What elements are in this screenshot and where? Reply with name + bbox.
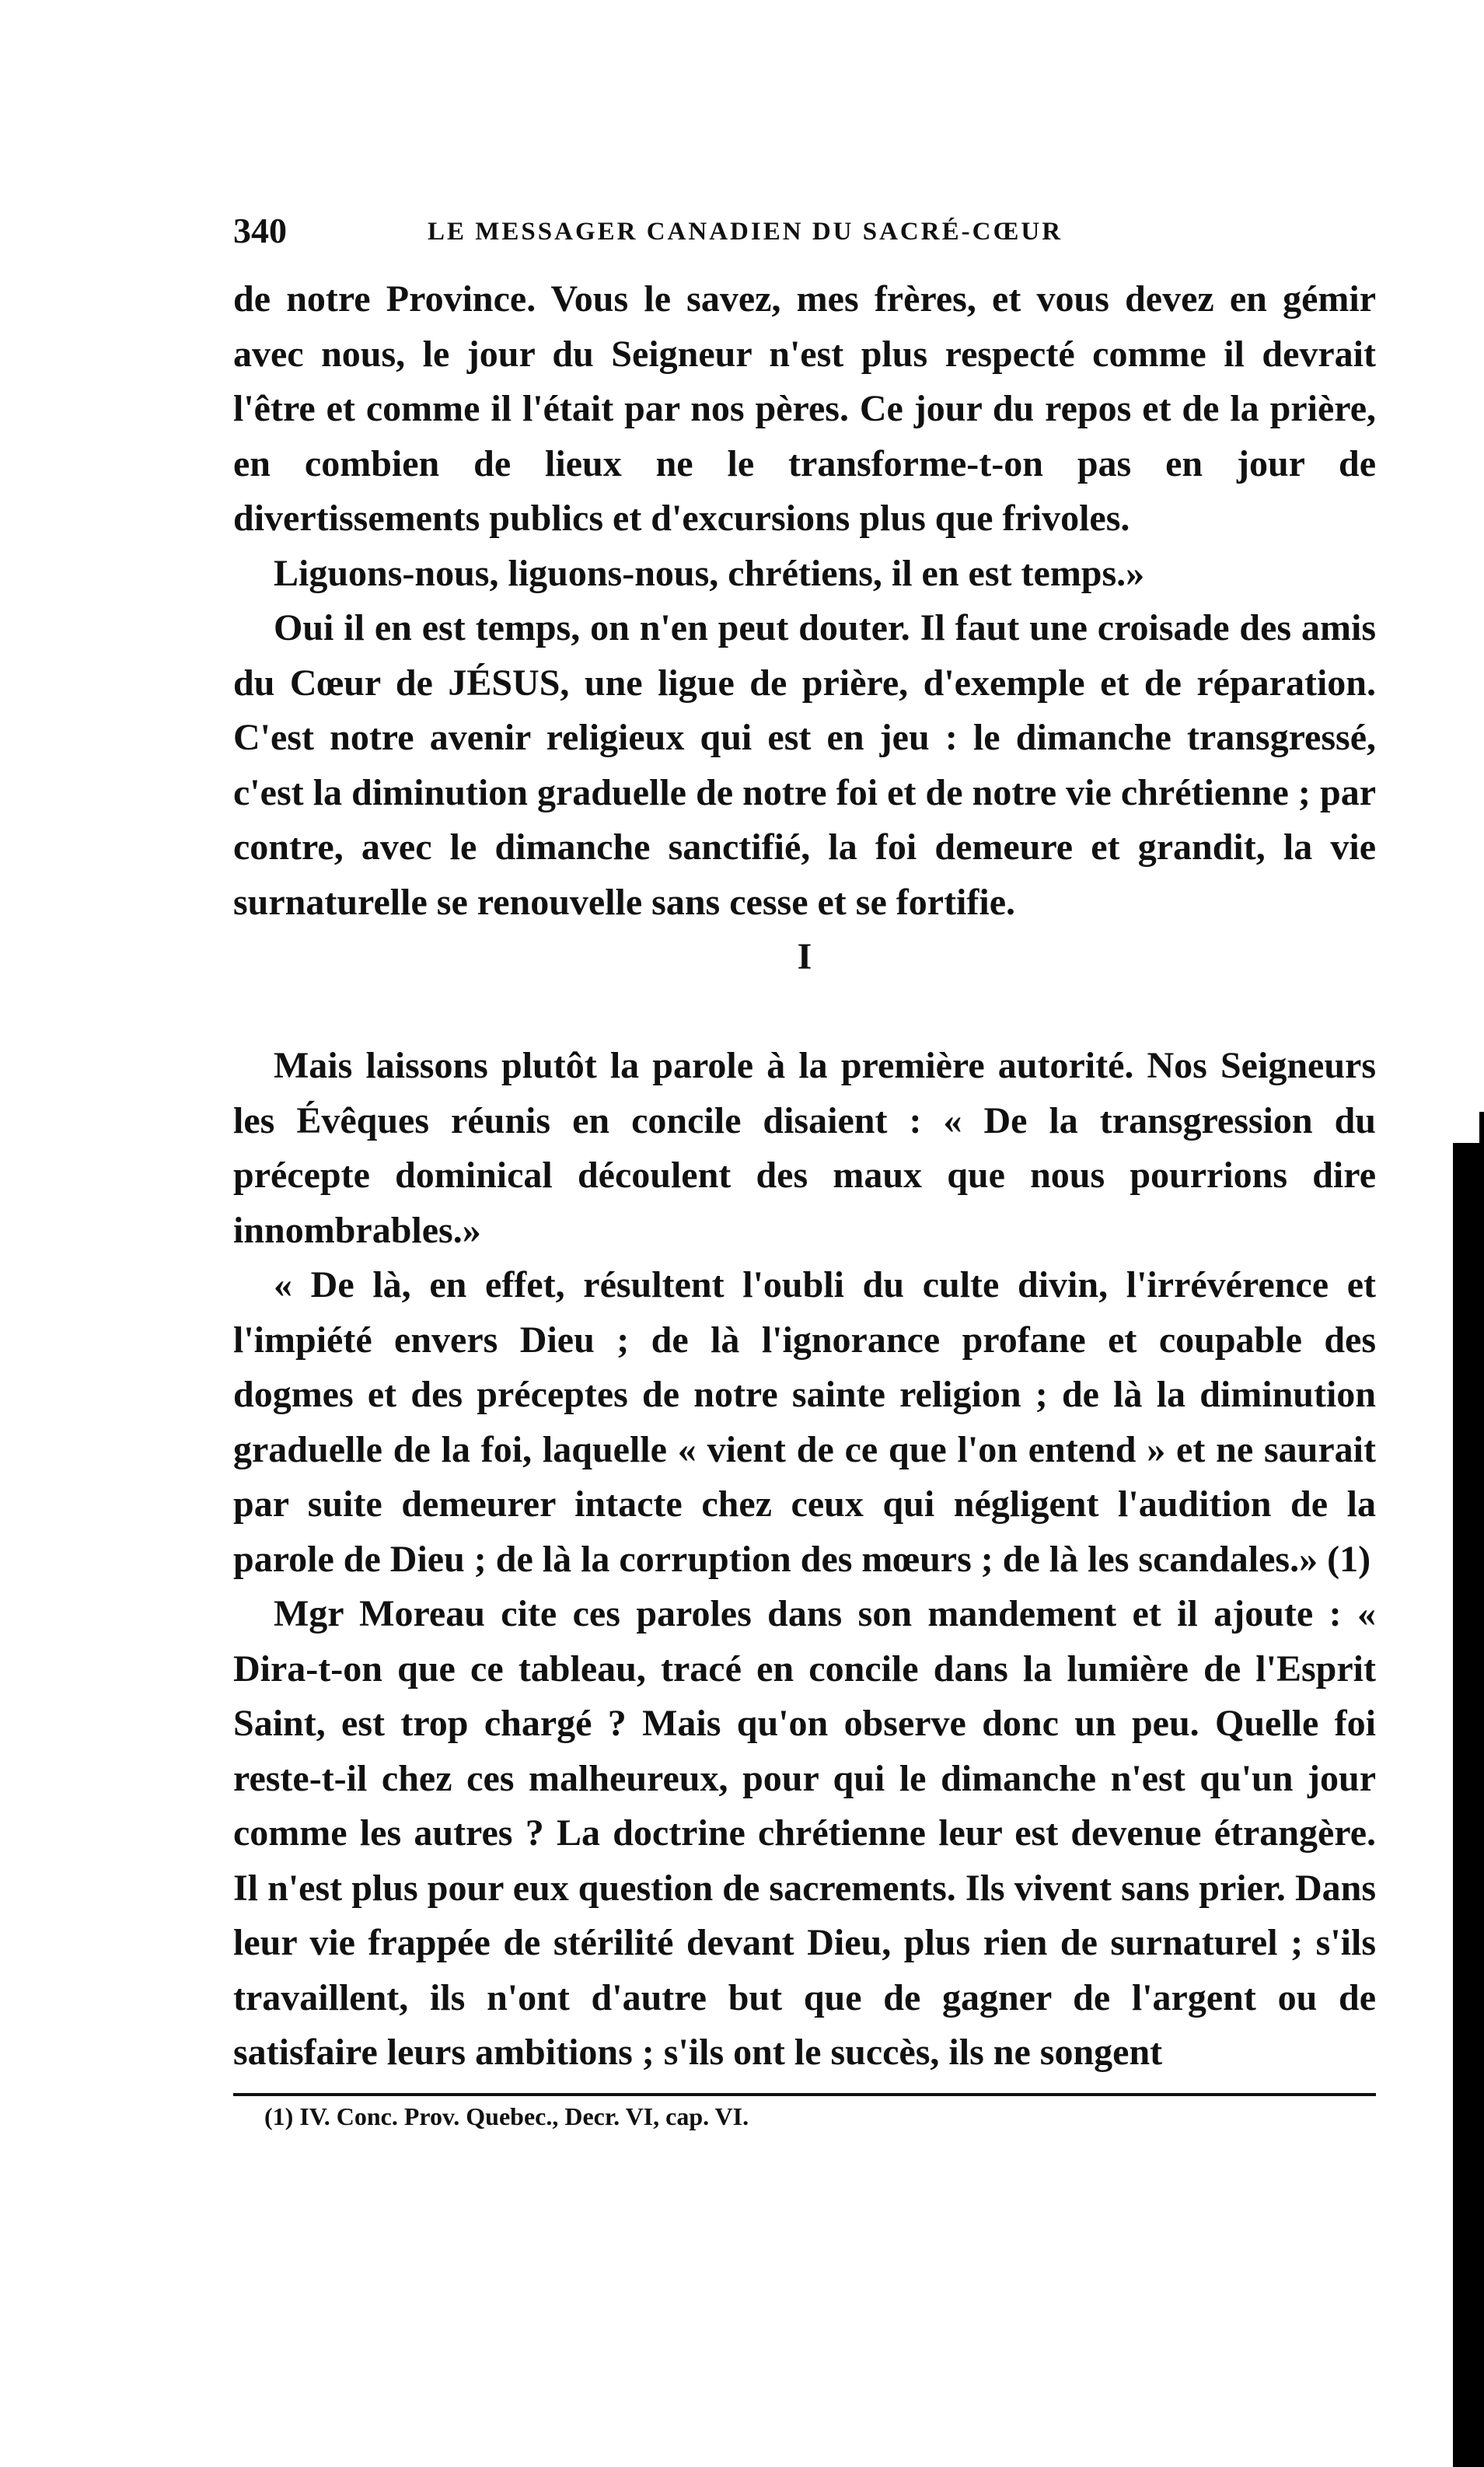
journal-title: LE MESSAGER CANADIEN DU SACRÉ-CŒUR: [428, 218, 1063, 246]
paragraph-5: « De là, en effet, résultent l'oubli du culte divin, l'irrévérence et l'impiété envers Dieu ; de là l'ignorance profane et coupable des dogmes et des préceptes de notre sainte religion ; de là la diminution graduelle de la foi, laquelle « vient de ce que l'on entend » et ne saurait par suite demeurer intacte chez ceux qui négligent l'audition de la parole de Dieu ; de là la corruption des mœurs ; de là les scandales.» (1): [233, 1264, 1376, 1580]
paragraph-6: Mgr Moreau cite ces paroles dans son mandement et il ajoute : « Dira-t-on que ce tableau, tracé en concile dans la lumière de l'Esprit Saint, est trop chargé ? Mais qu'on observe donc un peu. Quelle foi reste-t-il chez ces malheureux, pour qui le dimanche n'est qu'un jour comme les autres ? La doctrine chrétienne leur est devenue étrangère. Il n'est plus pour eux question de sacrements. Ils vivent sans prier. Dans leur vie frappée de stérilité devant Dieu, plus rien de surnaturel ; s'ils travaillent, ils n'ont d'autre but que de gagner de l'argent ou de satisfaire leurs ambitions ; s'ils ont le succès, ils ne songent: [233, 1593, 1376, 2073]
paragraph-2: Liguons-nous, liguons-nous, chrétiens, il en est temps.»: [274, 552, 1145, 594]
section-heading: I: [797, 936, 812, 977]
footnote-rule: [233, 2093, 1376, 2096]
scan-edge-shadow-top: [1479, 1112, 1484, 1143]
body-text: [233, 272, 1376, 2081]
paragraph-4: Mais laissons plutôt la parole à la première autorité. Nos Seigneurs les Évêques réunis en concile disaient : « De la transgression du précepte dominical découlent des maux que nous pourrions dire innombrables.»: [233, 1045, 1376, 1251]
running-head: [233, 210, 1376, 272]
page-number: 340: [233, 211, 287, 250]
footnote: (1) IV. Conc. Prov. Quebec., Decr. VI, cap. VI.: [264, 2102, 749, 2130]
scan-edge-shadow: [1453, 1143, 1484, 2467]
paragraph-3: Oui il en est temps, on n'en peut douter. Il faut une croisade des amis du Cœur de JÉSUS, une ligue de prière, d'exemple et de réparation. C'est notre avenir religieux qui est en jeu : le dimanche transgressé, c'est la diminution graduelle de notre foi et de notre vie chrétienne ; par contre, avec le dimanche sanctifié, la foi demeure et grandit, la vie surnaturelle se renouvelle sans cesse et se fortifie.: [233, 607, 1376, 923]
book-page: [233, 210, 1376, 2131]
paragraph-1: de notre Province. Vous le savez, mes frères, et vous devez en gémir avec nous, le jour du Seigneur n'est plus respecté comme il devrait l'être et comme il l'était par nos pères. Ce jour du repos et de la prière, en combien de lieux ne le transforme-t-on pas en jour de divertissements publics et d'excursions plus que frivoles.: [233, 278, 1376, 539]
